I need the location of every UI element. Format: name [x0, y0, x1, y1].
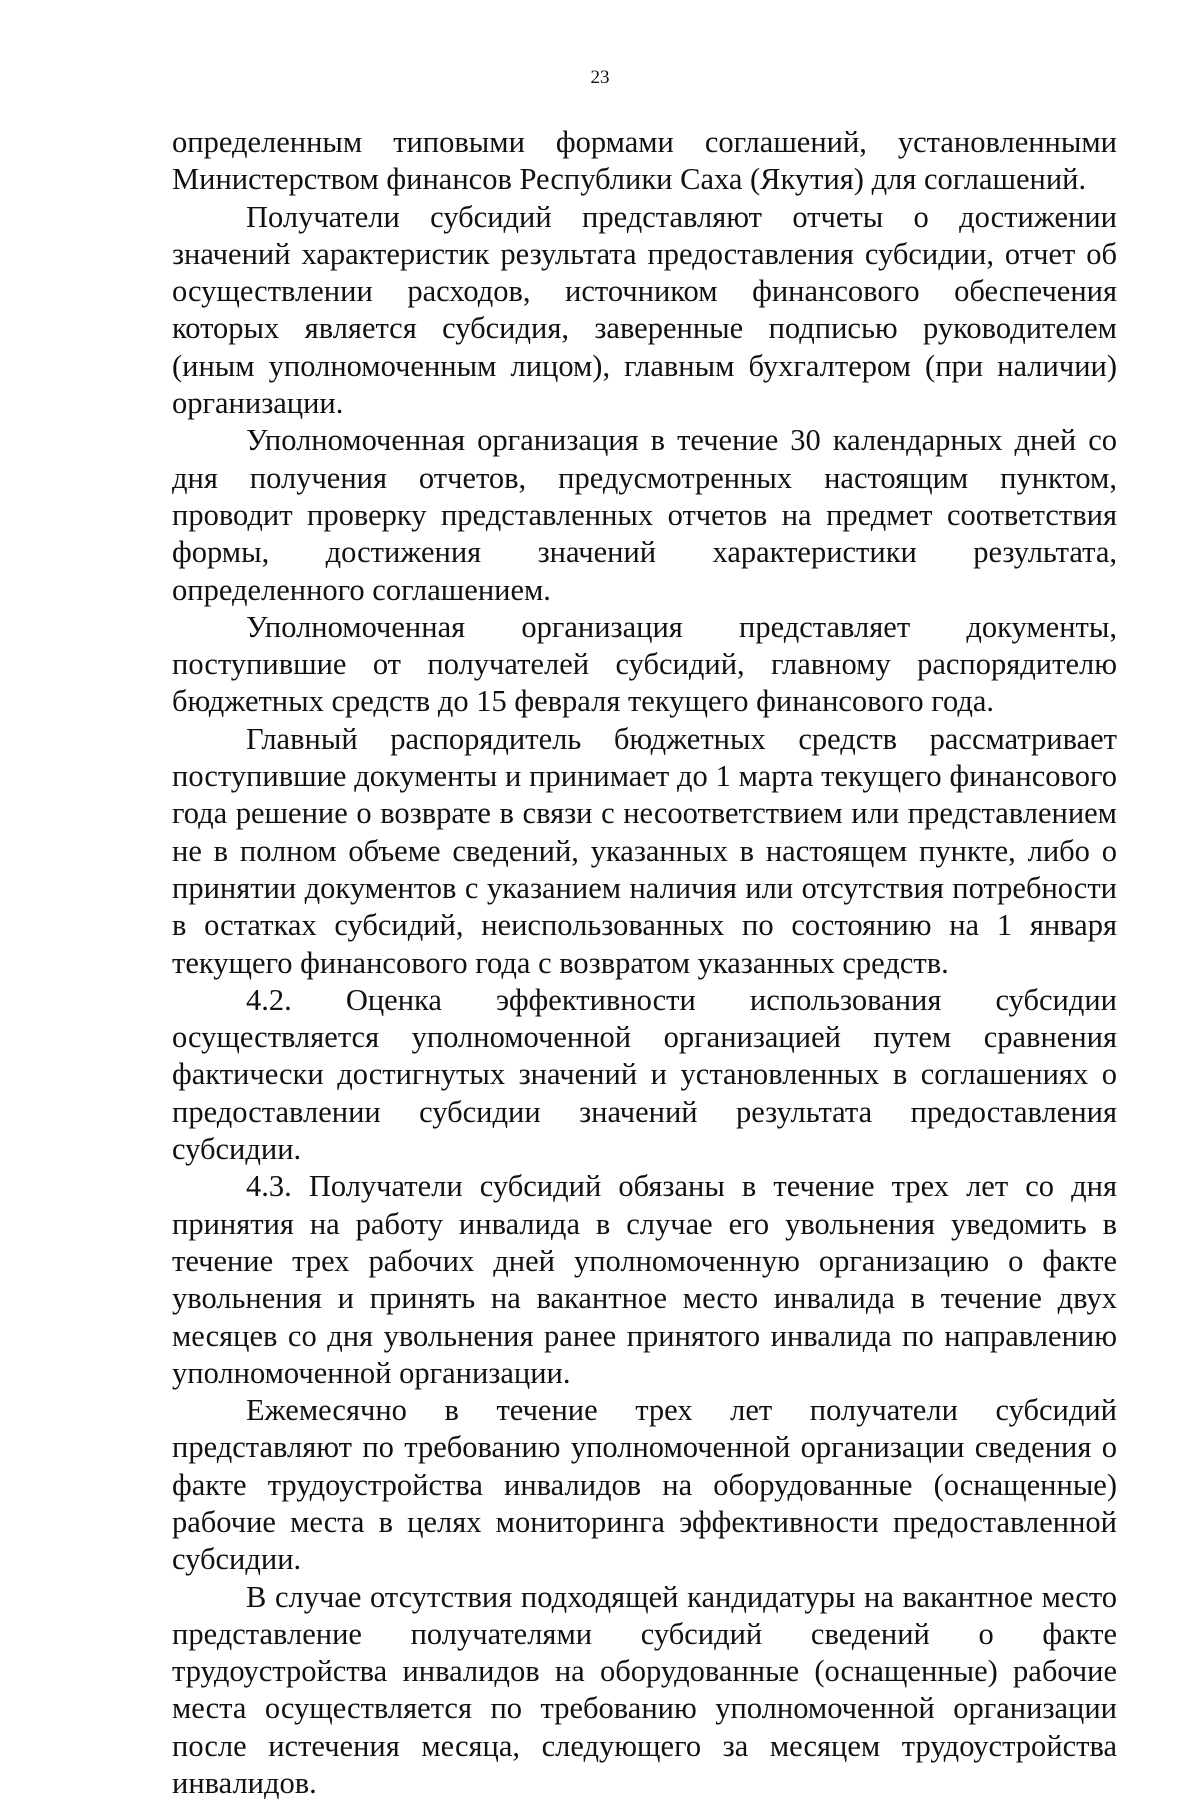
- document-body: [172, 124, 1117, 1802]
- paragraph-main-administrator-decision: Главный распорядитель бюджетных средств рассматривает поступившие документы и принимает до 1 марта текущего финансового года решение о возврате в связи с несоответствием или представлением не в полном объеме сведений, указанных в настоящем пункте, либо о принятии документов с указанием наличия или отсутствия потребности в остатках субсидий, неиспользованных по состоянию на 1 января текущего финансового года с возвратом указанных средств.: [172, 721, 1117, 980]
- paragraph-no-candidate-case: В случае отсутствия подходящей кандидатуры на вакантное место представление получателями субсидий сведений о факте трудоустройства инвалидов на оборудованные (оснащенные) рабочие места осуществляется по требованию уполномоченной организации после истечения месяца, следующего за месяцем трудоустройства инвалидов.: [172, 1579, 1117, 1801]
- page-number: 23: [590, 67, 610, 88]
- paragraph-4-3-recipient-obligations: 4.3. Получатели субсидий обязаны в течение трех лет со дня принятия на работу инвалида в случае его увольнения уведомить в течение трех рабочих дней уполномоченную организацию о факте увольнения и принять на вакантное место инвалида в течение двух месяцев со дня увольнения ранее принятого инвалида по направлению уполномоченной организации.: [172, 1169, 1117, 1390]
- paragraph-continuation: определенным типовыми формами соглашений, установленными Министерством финансов Республики Саха (Якутия) для соглашений.: [172, 125, 1117, 197]
- paragraph-monthly-reporting: Ежемесячно в течение трех лет получатели субсидий представляют по требованию уполномоченной организации сведения о факте трудоустройства инвалидов на оборудованные (оснащенные) рабочие места в целях мониторинга эффективности предоставленной субсидии.: [172, 1393, 1117, 1577]
- paragraph-report-check: Уполномоченная организация в течение 30 календарных дней со дня получения отчетов, предусмотренных настоящим пунктом, проводит проверку представленных отчетов на предмет соответствия формы, достижения значений характеристики результата, определенного соглашением.: [172, 423, 1117, 607]
- paragraph-4-2-efficiency-evaluation: 4.2. Оценка эффективности использования субсидии осуществляется уполномоченной организацией путем сравнения фактически достигнутых значений и установленных в соглашениях о предоставлении субсидии значений результата предоставления субсидии.: [172, 982, 1117, 1167]
- paragraph-reports: Получатели субсидий представляют отчеты о достижении значений характеристик результата предоставления субсидии, отчет об осуществлении расходов, источником финансового обеспечения которых является субсидия, заверенные подписью руководителем (иным уполномоченным лицом), главным бухгалтером (при наличии) организации.: [172, 199, 1117, 421]
- paragraph-documents-submission: Уполномоченная организация представляет документы, поступившие от получателей субсидий, главному распорядителю бюджетных средств до 15 февраля текущего финансового года.: [172, 609, 1117, 719]
